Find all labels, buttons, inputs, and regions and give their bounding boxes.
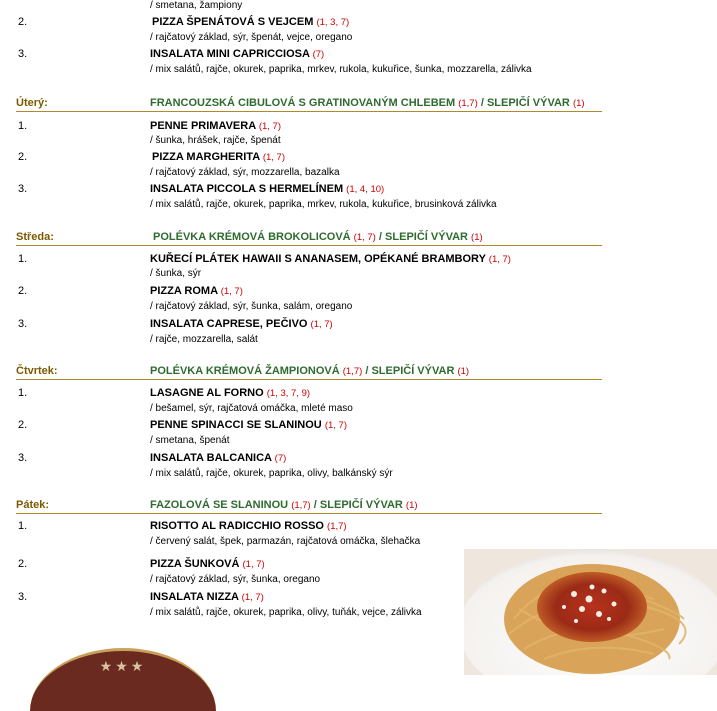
pasta-photo — [464, 549, 717, 675]
day-label: Úterý: — [16, 97, 48, 109]
item-number: 1. — [18, 120, 28, 132]
item-description: / mix salátů, rajče, okurek, paprika, mrkev, rukola, kukuřice, brusinková zálivka — [150, 199, 497, 210]
soup-of-day — [153, 229, 483, 246]
item-number: 1. — [18, 387, 28, 399]
item-number: 2. — [18, 285, 28, 297]
soup-name: FAZOLOVÁ SE SLANINOU — [150, 499, 289, 511]
dish-name — [150, 316, 333, 333]
allergen-codes: (1) — [405, 500, 418, 511]
allergen-codes: (1) — [457, 366, 470, 377]
dish-name-text: INSALATA CAPRESE, PEČIVO — [150, 318, 308, 330]
dish-name-text: INSALATA BALCANICA — [150, 452, 272, 464]
dish-name — [150, 385, 310, 402]
dish-name-text: PENNE SPINACCI SE SLANINOU — [150, 419, 322, 431]
item-description: / červený salát, špek, parmazán, rajčatová omáčka, šlehačka — [150, 536, 421, 547]
item-description: / bešamel, sýr, rajčatová omáčka, mleté maso — [150, 403, 353, 414]
allergen-codes: (1, 3, 7, 9) — [266, 388, 311, 399]
pasta-dish-image — [464, 549, 717, 675]
item-description: / šunka, sýr — [150, 268, 202, 279]
day-header-wednesday — [16, 229, 602, 246]
dish-name-text: INSALATA NIZZA — [150, 591, 239, 603]
menu-item-desc-row — [0, 299, 717, 315]
allergen-codes: (1, 7) — [488, 254, 511, 265]
allergen-codes: (1) — [471, 232, 483, 243]
menu-item-desc-row — [0, 197, 717, 213]
menu-item-row — [0, 0, 717, 14]
allergen-codes: (1, 7) — [353, 232, 376, 243]
dish-name — [152, 149, 285, 166]
day-label: Pátek: — [16, 499, 50, 511]
menu-item-desc-row — [0, 62, 717, 78]
menu-item-desc-row — [0, 332, 717, 348]
allergen-codes: (1, 7) — [324, 420, 347, 431]
allergen-codes: (1,7) — [342, 366, 363, 377]
menu-item-desc-row — [0, 133, 717, 149]
item-description: / mix salátů, rajče, okurek, paprika, olivy, balkánský sýr — [150, 468, 393, 479]
menu-item-row — [0, 450, 717, 466]
dish-name — [150, 283, 243, 300]
day-header-friday — [16, 497, 602, 514]
day-header-tuesday — [16, 95, 602, 112]
dish-name-text: INSALATA MINI CAPRICCIOSA — [150, 48, 310, 60]
allergen-codes: (1, 7) — [262, 152, 285, 163]
menu-item-desc-row — [0, 433, 717, 449]
item-number: 3. — [18, 591, 28, 603]
item-number: 3. — [18, 183, 28, 195]
soup-of-day — [150, 95, 585, 112]
item-number: 3. — [18, 318, 28, 330]
dish-name-text: PIZZA ŠPENÁTOVÁ S VEJCEM — [152, 16, 314, 28]
soup-name: SLEPIČÍ VÝVAR — [319, 499, 403, 511]
item-description: / rajče, mozzarella, salát — [150, 334, 258, 345]
menu-item-row — [0, 417, 717, 433]
menu-item-row — [0, 283, 717, 299]
dish-name — [150, 589, 264, 606]
soup-name: POLÉVKA KRÉMOVÁ BROKOLICOVÁ — [153, 231, 351, 243]
soup-of-day — [150, 363, 469, 380]
soup-name: SLEPIČÍ VÝVAR — [371, 365, 455, 377]
day-header-thursday — [16, 363, 602, 380]
dish-name — [150, 46, 324, 63]
allergen-codes: (7) — [312, 49, 325, 60]
item-number: 1. — [18, 253, 28, 265]
menu-item-row — [0, 14, 717, 30]
dish-name — [150, 417, 347, 434]
menu-item-row — [0, 518, 717, 534]
menu-item-row — [0, 251, 717, 267]
dish-name-text: INSALATA PICCOLA S HERMELÍNEM — [150, 183, 344, 195]
allergen-codes: (1,7) — [458, 98, 478, 109]
allergen-codes: (1, 4, 10) — [346, 184, 385, 195]
dish-name-text: PENNE PRIMAVERA — [150, 120, 256, 132]
soup-separator: / — [480, 97, 484, 109]
soup-separator: / — [378, 231, 382, 243]
item-description: / mix salátů, rajče, okurek, paprika, mrkev, rukola, kukuřice, šunka, mozzarella, zálivka — [150, 64, 532, 75]
allergen-codes: (7) — [274, 453, 287, 464]
allergen-codes: (1, 7) — [241, 592, 264, 603]
allergen-codes: (1, 7) — [258, 121, 281, 132]
item-description: / smetana, žampiony — [150, 0, 243, 11]
item-number: 2. — [18, 419, 28, 431]
menu-item-desc-row — [0, 401, 717, 417]
menu-item-desc-row — [0, 30, 717, 46]
day-label: Čtvrtek: — [16, 365, 58, 377]
item-description: / rajčatový základ, sýr, špenát, vejce, oregano — [150, 32, 353, 43]
menu-item-row — [0, 118, 717, 134]
dish-name — [150, 556, 265, 573]
soup-name: SLEPIČÍ VÝVAR — [486, 97, 570, 109]
item-number: 3. — [18, 452, 28, 464]
item-number: 2. — [18, 558, 28, 570]
soup-name: FRANCOUZSKÁ CIBULOVÁ S GRATINOVANÝM CHLEBEM — [150, 97, 456, 109]
dish-name-text: PIZZA ŠUNKOVÁ — [150, 558, 240, 570]
dish-name-text: KUŘECÍ PLÁTEK HAWAII S ANANASEM, OPÉKANÉ BRAMBORY — [150, 253, 486, 265]
dish-name-text: PIZZA ROMA — [150, 285, 218, 297]
soup-name: SLEPIČÍ VÝVAR — [385, 231, 468, 243]
menu-item-row — [0, 385, 717, 401]
dish-name-text: LASAGNE AL FORNO — [150, 387, 264, 399]
dish-name — [150, 181, 384, 198]
soup-separator: / — [365, 365, 369, 377]
item-description: / rajčatový základ, sýr, šunka, oregano — [150, 574, 321, 585]
item-number: 1. — [18, 520, 28, 532]
allergen-codes: (1,7) — [291, 500, 311, 511]
menu-item-row — [0, 316, 717, 332]
soup-of-day — [150, 497, 418, 514]
allergen-codes: (1, 7) — [310, 319, 333, 330]
dish-name — [150, 518, 347, 535]
item-description: / šunka, hrášek, rajče, špenát — [150, 135, 281, 146]
soup-separator: / — [313, 499, 317, 511]
allergen-codes: (1, 7) — [220, 286, 243, 297]
allergen-codes: (1, 3, 7) — [316, 17, 350, 28]
menu-item-row — [0, 181, 717, 197]
dish-name-text: RISOTTO AL RADICCHIO ROSSO — [150, 520, 324, 532]
item-description: / smetana, špenát — [150, 435, 230, 446]
allergen-codes: (1,7) — [327, 521, 347, 532]
restaurant-badge — [30, 648, 216, 711]
item-number: 2. — [18, 151, 28, 163]
item-number: 2. — [18, 16, 28, 28]
allergen-codes: (1) — [572, 98, 585, 109]
dish-name — [150, 450, 286, 467]
menu-item-desc-row — [0, 534, 717, 550]
item-description: / rajčatový základ, sýr, mozzarella, bazalka — [150, 167, 340, 178]
menu-item-desc-row — [0, 165, 717, 181]
item-number: 3. — [18, 48, 28, 60]
menu-item-row — [0, 46, 717, 62]
menu-item-row — [0, 149, 717, 165]
item-description: / rajčatový základ, sýr, šunka, salám, oregano — [150, 301, 353, 312]
star-icons: ★★★ — [99, 659, 147, 675]
menu-item-desc-row — [0, 266, 717, 282]
day-label: Středa: — [16, 231, 54, 243]
menu-item-desc-row — [0, 466, 717, 482]
dish-name — [152, 14, 349, 31]
dish-name-text: PIZZA MARGHERITA — [152, 151, 260, 163]
item-description: / mix salátů, rajče, okurek, paprika, olivy, tuňák, vejce, zálivka — [150, 607, 422, 618]
allergen-codes: (1, 7) — [242, 559, 265, 570]
soup-name: POLÉVKA KRÉMOVÁ ŽAMPIONOVÁ — [150, 365, 340, 377]
